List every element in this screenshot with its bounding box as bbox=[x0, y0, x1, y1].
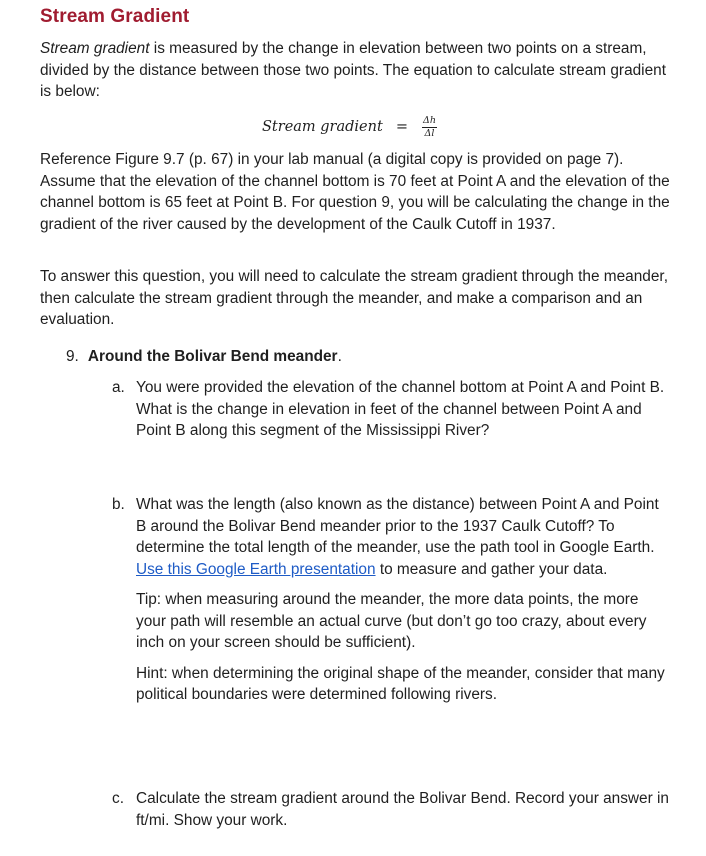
subquestion-c-text: Calculate the stream gradient around the Bolivar Bend. Record your answer in ft/mi. Show your work. bbox=[136, 790, 669, 829]
google-earth-presentation-link[interactable]: Use this Google Earth presentation bbox=[136, 560, 376, 578]
subquestion-b-text-before: What was the length (also known as the distance) between Point A and Point B around the Bolivar Bend meander prior to the 1937 Caulk Cutoff? To determine the total length of the meander, use the path tool in Google Earth. bbox=[136, 496, 659, 556]
subquestion-b-text-after: to measure and gather your data. bbox=[375, 560, 608, 578]
subquestion-a bbox=[112, 377, 672, 442]
subquestion-c bbox=[112, 788, 672, 831]
question-number: 9. bbox=[66, 348, 79, 365]
question-title-suffix: . bbox=[337, 348, 342, 365]
intro-text: is measured by the change in elevation between two points on a stream, divided by the distance between those two points. The equation to calculate stream gradient is below: bbox=[40, 40, 666, 100]
subquestion-b-hint: Hint: when determining the original shape of the meander, consider that many political boundaries were determined following rivers. bbox=[136, 664, 665, 703]
answer-instructions-paragraph: To answer this question, you will need to calculate the stream gradient through the meander, then calculate the stream gradient through the meander, and make a comparison and an evaluation. bbox=[40, 268, 668, 328]
equation-fraction bbox=[422, 116, 437, 139]
subquestion-b-letter: b. bbox=[112, 496, 125, 513]
reference-paragraph: Reference Figure 9.7 (p. 67) in your lab manual (a digital copy is provided on page 7). Assume that the elevation of the channel bottom is 70 feet at Point A and the elevation of the channel bottom is 65 feet at Point B. For question 9, you will be calculating the change in the gradient of the river caused by the development of the Caulk Cutoff in 1937. bbox=[40, 151, 670, 233]
subquestion-c-letter: c. bbox=[112, 790, 124, 807]
question-9 bbox=[66, 346, 342, 368]
equation-lhs: Stream gradient bbox=[262, 119, 383, 135]
subquestion-b-tip: Tip: when measuring around the meander, the more data points, the more your path will resemble an actual curve (but don’t go too crazy, about every inch on your screen should be sufficient). bbox=[136, 591, 647, 651]
subquestion-b-text bbox=[136, 494, 672, 580]
subquestion-a-text: You were provided the elevation of the channel bottom at Point A and Point B. What is the change in elevation in feet of the channel between Point A and Point B along this segment of the Mississippi River? bbox=[136, 379, 665, 439]
intro-paragraph bbox=[40, 38, 670, 103]
equation-numerator: Δh bbox=[422, 114, 436, 126]
equation-equals: = bbox=[395, 119, 408, 135]
section-heading: Stream Gradient bbox=[40, 6, 190, 27]
subquestion-a-letter: a. bbox=[112, 379, 125, 396]
intro-term: Stream gradient bbox=[40, 40, 150, 57]
question-title: Around the Bolivar Bend meander bbox=[87, 348, 338, 365]
equation-denominator: Δl bbox=[424, 127, 435, 139]
stream-gradient-equation bbox=[262, 112, 437, 142]
subquestion-b bbox=[112, 494, 672, 706]
